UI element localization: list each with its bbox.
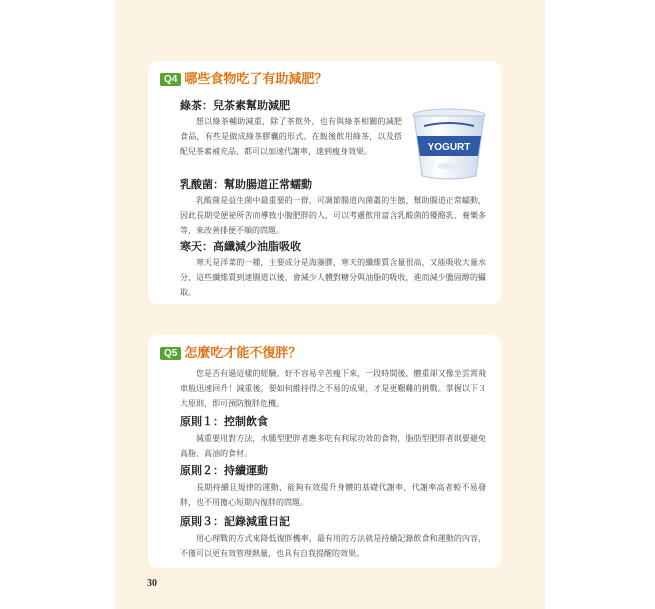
- q4-heading-green-tea: 綠茶：兒茶素幫助減肥: [180, 99, 290, 112]
- q5-heading-principle-1: 原則１：控制飲食: [180, 415, 268, 428]
- q4-header: [160, 71, 327, 88]
- q5-heading-principle-2: 原則２：持續運動: [180, 464, 268, 477]
- page-number: 30: [147, 578, 157, 589]
- q5-badge: Q5: [160, 347, 181, 360]
- q5-header: [160, 345, 301, 362]
- yogurt-cup-image: [410, 106, 488, 182]
- q5-text-principle-2: 長期持續且規律的運動，能夠有效提升身體的基礎代謝率，代謝率高者較不易發胖，也不用擔心短期內復胖的問題。: [180, 483, 486, 507]
- q4-text-agar: 寒天是洋菜的一種，主要成分是海藻膠，寒天的纖維質含量很高，又能吸收大量水分，這些纖維質到達腸道以後，會減少人體對糖分與油脂的吸收，進而減少膽固醇的攝取。: [180, 258, 486, 297]
- q5-heading-principle-3: 原則３：記錄減重日記: [180, 515, 290, 528]
- q4-heading-agar: 寒天：高纖減少油脂吸收: [180, 240, 301, 253]
- q5-intro-text: 您是否有過這樣的經驗，好不容易辛苦瘦下來，一段時間後，體重卻又像坐雲霄飛車般迅速回升！減重後，要如何維持得之不易的成果，才是更艱難的挑戰。掌握以下３大原則，即可預防腹胖危機。: [180, 369, 486, 408]
- yogurt-label-text: YOGURT: [427, 142, 471, 153]
- q5-text-principle-1: 減重要用對方法，水腫型肥胖者應多吃有利尿功效的食物，脂肪型肥胖者則要避免高脂、高油的食材。: [180, 434, 486, 458]
- q4-badge: Q4: [160, 73, 181, 86]
- q4-text-lactobacillus: 乳酸菌是益生菌中最重要的一群，可調節腸道內菌叢的生態，幫助腸道正常蠕動，因此長期受便祕所苦而導致小腹肥胖的人，可以考慮飲用富含乳酸菌的優酪乳、養樂多等，來改善排便不順的問題。: [180, 196, 486, 235]
- q4-title: 哪些食物吃了有助減肥？: [184, 72, 328, 87]
- q4-card: [148, 61, 501, 304]
- q4-heading-lactobacillus: 乳酸菌：幫助腸道正常蠕動: [180, 178, 312, 191]
- q5-text-principle-3: 用心理戰的方式來降低復胖機率，最有用的方法就是持續記錄飲食和運動的內容，不僅可以更有效管理熱量，也具有自我提醒的效果。: [180, 534, 486, 558]
- q5-title: 怎麼吃才能不復胖？: [184, 346, 302, 361]
- q5-card: [148, 335, 501, 568]
- q4-text-green-tea: 想以綠茶輔助減重，除了茶飲外，也有與綠茶相關的減肥食品，有些是做成綠茶膠囊的形式。在飯後飲用綠茶，以及搭配兒茶素補充品，都可以加速代謝率，達到瘦身效果。: [180, 117, 402, 156]
